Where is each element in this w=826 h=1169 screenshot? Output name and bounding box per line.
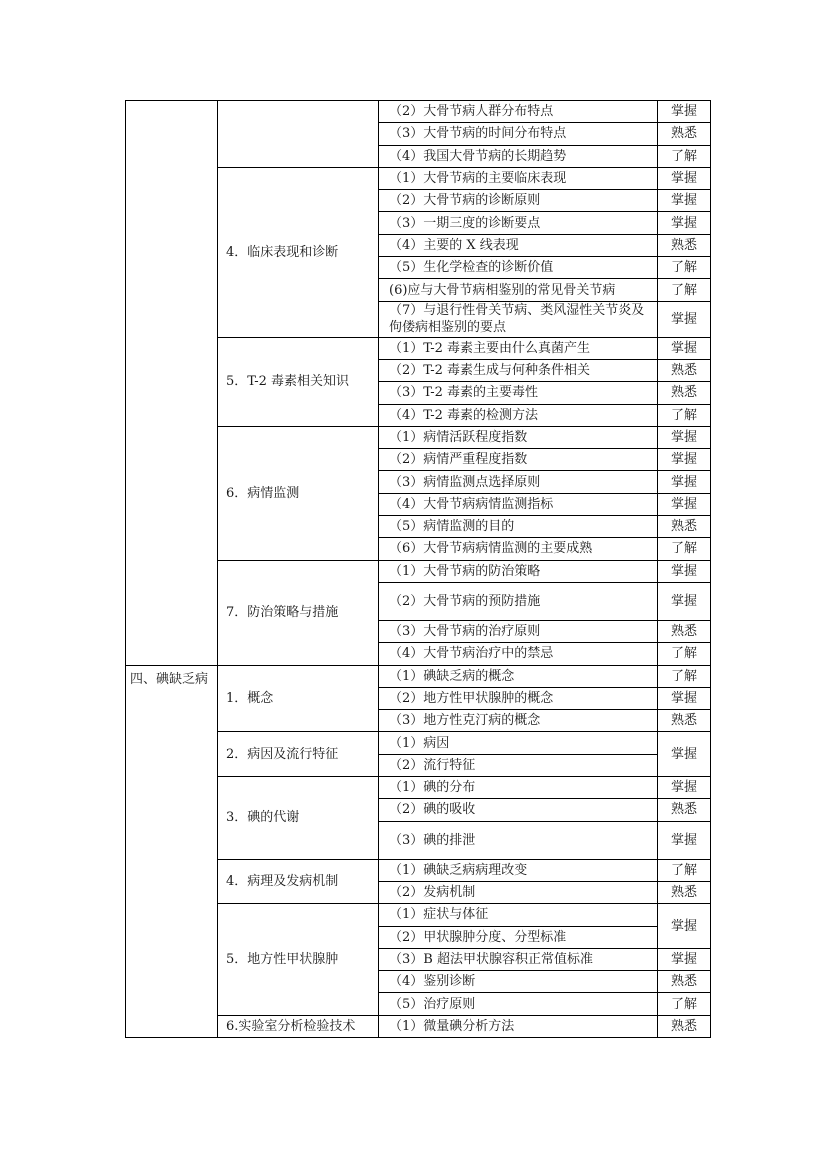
topic-cell: 1．概念 — [218, 665, 379, 732]
level-cell: 了解 — [658, 665, 711, 687]
item-cell: （7）与退行性骨关节病、类风湿性关节炎及佝偻病相鉴别的要点 — [379, 301, 658, 337]
item-cell: （6）大骨节病病情监测的主要成熟 — [379, 538, 658, 560]
level-cell: 了解 — [658, 859, 711, 881]
item-cell: （2）流行特征 — [379, 754, 658, 776]
level-cell: 掌握 — [658, 212, 711, 234]
level-cell: 了解 — [658, 993, 711, 1015]
topic-cell: 6．病情监测 — [218, 426, 379, 560]
item-cell: （5）治疗原则 — [379, 993, 658, 1015]
item-cell: （2）大骨节病人群分布特点 — [379, 101, 658, 123]
level-cell: 掌握 — [658, 582, 711, 620]
level-cell: 了解 — [658, 404, 711, 426]
item-cell: （3）碘的排泄 — [379, 821, 658, 859]
level-cell: 掌握 — [658, 560, 711, 582]
level-cell: 掌握 — [658, 821, 711, 859]
level-cell: 熟悉 — [658, 881, 711, 903]
item-cell: （1）T-2 毒素主要由什么真菌产生 — [379, 337, 658, 359]
item-cell: （2）甲状腺肿分度、分型标准 — [379, 926, 658, 948]
item-cell: （1）碘缺乏病的概念 — [379, 665, 658, 687]
item-cell: (6)应与大骨节病相鉴别的常见骨关节病 — [379, 279, 658, 301]
level-cell: 熟悉 — [658, 799, 711, 821]
item-cell: （5）病情监测的目的 — [379, 516, 658, 538]
level-cell: 了解 — [658, 279, 711, 301]
item-cell: （4）鉴别诊断 — [379, 971, 658, 993]
item-cell: （3）一期三度的诊断要点 — [379, 212, 658, 234]
unit-cell — [126, 101, 218, 666]
level-cell: 熟悉 — [658, 382, 711, 404]
level-cell: 了解 — [658, 257, 711, 279]
item-cell: （3）大骨节病的时间分布特点 — [379, 123, 658, 145]
level-cell: 熟悉 — [658, 620, 711, 642]
level-cell: 掌握 — [658, 777, 711, 799]
level-cell: 掌握 — [658, 337, 711, 359]
level-cell: 熟悉 — [658, 359, 711, 381]
item-cell: （3）T-2 毒素的主要毒性 — [379, 382, 658, 404]
item-cell: （2）大骨节病的诊断原则 — [379, 190, 658, 212]
item-cell: （1）病因 — [379, 732, 658, 754]
level-cell: 掌握 — [658, 167, 711, 189]
level-cell: 掌握 — [658, 301, 711, 337]
item-cell: （3）地方性克汀病的概念 — [379, 710, 658, 732]
level-cell: 了解 — [658, 145, 711, 167]
topic-cell: 3．碘的代谢 — [218, 777, 379, 860]
level-cell: 了解 — [658, 538, 711, 560]
item-cell: （1）大骨节病的防治策略 — [379, 560, 658, 582]
level-cell: 掌握 — [658, 426, 711, 448]
item-cell: （1）大骨节病的主要临床表现 — [379, 167, 658, 189]
item-cell: （4）T-2 毒素的检测方法 — [379, 404, 658, 426]
topic-cell: 7．防治策略与措施 — [218, 560, 379, 665]
level-cell: 熟悉 — [658, 234, 711, 256]
level-cell: 了解 — [658, 643, 711, 665]
unit-cell: 四、碘缺乏病 — [126, 665, 218, 1037]
level-cell: 掌握 — [658, 471, 711, 493]
level-cell: 掌握 — [658, 948, 711, 970]
level-cell: 熟悉 — [658, 123, 711, 145]
item-cell: （2）T-2 毒素生成与何种条件相关 — [379, 359, 658, 381]
item-cell: （1）碘缺乏病病理改变 — [379, 859, 658, 881]
level-cell: 掌握 — [658, 493, 711, 515]
item-cell: （3）B 超法甲状腺容积正常值标准 — [379, 948, 658, 970]
topic-cell: 6.实验室分析检验技术 — [218, 1015, 379, 1037]
item-cell: （1）微量碘分析方法 — [379, 1015, 658, 1037]
level-cell: 掌握 — [658, 687, 711, 709]
level-cell: 掌握 — [658, 101, 711, 123]
level-cell: 掌握 — [658, 732, 711, 777]
item-cell: （1）碘的分布 — [379, 777, 658, 799]
item-cell: （4）大骨节病病情监测指标 — [379, 493, 658, 515]
topic-cell: 2．病因及流行特征 — [218, 732, 379, 777]
level-cell: 熟悉 — [658, 516, 711, 538]
item-cell: （4）我国大骨节病的长期趋势 — [379, 145, 658, 167]
item-cell: （2）大骨节病的预防措施 — [379, 582, 658, 620]
item-cell: （5）生化学检查的诊断价值 — [379, 257, 658, 279]
item-cell: （2）碘的吸收 — [379, 799, 658, 821]
level-cell: 掌握 — [658, 904, 711, 949]
topic-cell: 5．T-2 毒素相关知识 — [218, 337, 379, 426]
item-cell: （3）病情监测点选择原则 — [379, 471, 658, 493]
item-cell: （3）大骨节病的治疗原则 — [379, 620, 658, 642]
level-cell: 熟悉 — [658, 971, 711, 993]
table-row — [126, 101, 711, 123]
item-cell: （2）病情严重程度指数 — [379, 449, 658, 471]
item-cell: （4）大骨节病治疗中的禁忌 — [379, 643, 658, 665]
item-cell: （1）症状与体征 — [379, 904, 658, 926]
item-cell: （2）发病机制 — [379, 881, 658, 903]
topic-cell — [218, 101, 379, 168]
syllabus-table — [125, 100, 711, 1038]
topic-cell: 4．临床表现和诊断 — [218, 167, 379, 337]
topic-cell: 5．地方性甲状腺肿 — [218, 904, 379, 1015]
item-cell: （4）主要的 X 线表现 — [379, 234, 658, 256]
table-row — [126, 665, 711, 687]
topic-cell: 4．病理及发病机制 — [218, 859, 379, 904]
level-cell: 熟悉 — [658, 710, 711, 732]
item-cell: （2）地方性甲状腺肿的概念 — [379, 687, 658, 709]
level-cell: 掌握 — [658, 190, 711, 212]
item-cell: （1）病情活跃程度指数 — [379, 426, 658, 448]
level-cell: 掌握 — [658, 449, 711, 471]
level-cell: 熟悉 — [658, 1015, 711, 1037]
